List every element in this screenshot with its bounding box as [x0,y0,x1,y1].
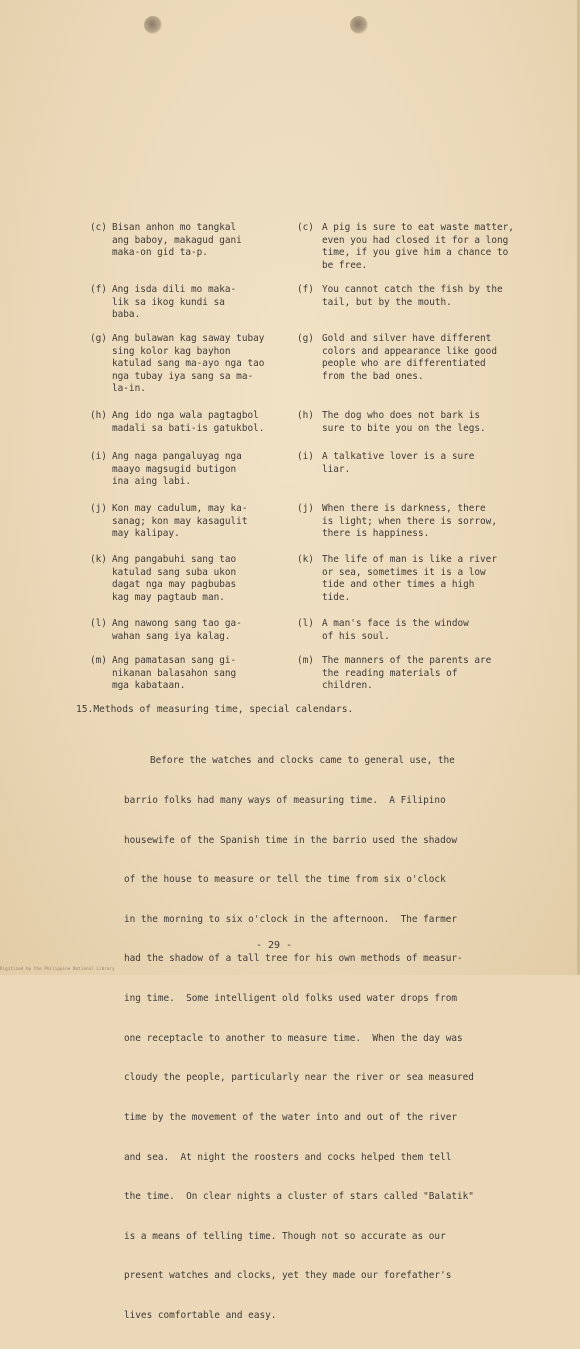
proverb-letter: (m) [297,655,314,666]
section-heading: 15.Methods of measuring time, special calendars. [76,704,354,715]
paragraph-line: lives comfortable and easy. [124,1309,277,1321]
proverb-letter: (l) [297,618,314,629]
proverb-english: When there is darkness, there is light; when there is sorrow, there is happiness. [322,503,497,540]
proverb-letter: (i) [90,451,107,462]
proverb-english: You cannot catch the fish by the tail, but by the mouth. [322,284,503,308]
proverb-letter: (c) [90,222,107,233]
paragraph-line: and sea. At night the roosters and cocks helped them tell [124,1151,452,1163]
paragraph-line: of the house to measure or tell the time from six o'clock [124,874,446,886]
paragraph-line: had the shadow of a tall tree for his own methods of measur- [124,953,463,965]
proverb-hiligaynon: Kon may cadulum, may ka- sanag; kon may kasagulit may kalipay. [112,503,248,540]
proverb-letter: (l) [90,618,107,629]
paragraph-line: housewife of the Spanish time in the barrio used the shadow [124,834,458,846]
proverb-hiligaynon: Ang isda dili mo maka- lik sa ikog kundi sa baba. [112,284,237,321]
paragraph-line: Before the watches and clocks came to general use, the [150,755,455,767]
paragraph-line: time by the movement of the water into and out of the river [124,1111,458,1123]
proverb-letter: (i) [297,451,314,462]
proverb-letter: (g) [297,333,314,344]
proverb-hiligaynon: Ang ido nga wala pagtagbol madali sa bati-is gatukbol. [112,410,265,434]
proverb-english: The dog who does not bark is sure to bite you on the legs. [322,410,486,434]
proverb-hiligaynon: Ang nawong sang tao ga- wahan sang iya kalag. [112,618,242,642]
paragraph-line: the time. On clear nights a cluster of stars called "Balatik" [124,1191,474,1203]
proverb-hiligaynon: Ang naga pangaluyag nga maayo magsugid butigon ina aing labi. [112,451,242,488]
proverb-letter: (c) [297,222,314,233]
proverb-english: Gold and silver have different colors and appearance like good people who are differentiated from the bad ones. [322,333,497,382]
proverb-letter: (f) [90,284,107,295]
page-number: - 29 - [256,940,293,951]
proverb-english: A pig is sure to eat waste matter, even you had closed it for a long time, if you give him a chance to be free. [322,222,514,271]
paragraph-line: ing time. Some intelligent old folks used water drops from [124,993,458,1005]
proverb-hiligaynon: Ang pangabuhi sang tao katulad sang suba ukon dagat nga may pagbubas kag may pagtaub man. [112,554,237,603]
paragraph-line: is a means of telling time. Though not so accurate as our [124,1230,446,1242]
paragraph [124,728,544,1349]
paragraph-line: in the morning to six o'clock in the afternoon. The farmer [124,913,458,925]
proverb-letter: (j) [90,503,107,514]
proverb-letter: (h) [90,410,107,421]
paragraph-line: present watches and clocks, yet they made our forefather's [124,1270,452,1282]
proverb-english: A man's face is the window of his soul. [322,618,469,642]
proverb-english: The life of man is like a river or sea, sometimes it is a low tide and other times a high tide. [322,554,497,603]
proverb-letter: (m) [90,655,107,666]
proverb-letter: (k) [90,554,107,565]
proverb-letter: (g) [90,333,107,344]
paragraph-line: barrio folks had many ways of measuring time. A Filipino [124,795,446,807]
proverb-english: A talkative lover is a sure liar. [322,451,475,475]
footer-mark: Digitized by the Philippine National Library [0,966,115,971]
proverb-letter: (f) [297,284,314,295]
proverb-hiligaynon: Bisan anhon mo tangkal ang baboy, makagud gani maka-on gid ta-p. [112,222,242,259]
paragraph-line: cloudy the people, particularly near the river or sea measured [124,1072,474,1084]
proverb-letter: (h) [297,410,314,421]
proverb-letter: (j) [297,503,314,514]
proverb-letter: (k) [297,554,314,565]
proverb-hiligaynon: Ang bulawan kag saway tubay sing kolor kag bayhon katulad sang ma-ayo nga tao nga tubay iya sang sa ma- la-in. [112,333,265,395]
proverb-hiligaynon: Ang pamatasan sang gi- nikanan balasahon sang mga kabataan. [112,655,237,692]
paragraph-line: one receptacle to another to measure time. When the day was [124,1032,463,1044]
proverb-english: The manners of the parents are the reading materials of children. [322,655,492,692]
